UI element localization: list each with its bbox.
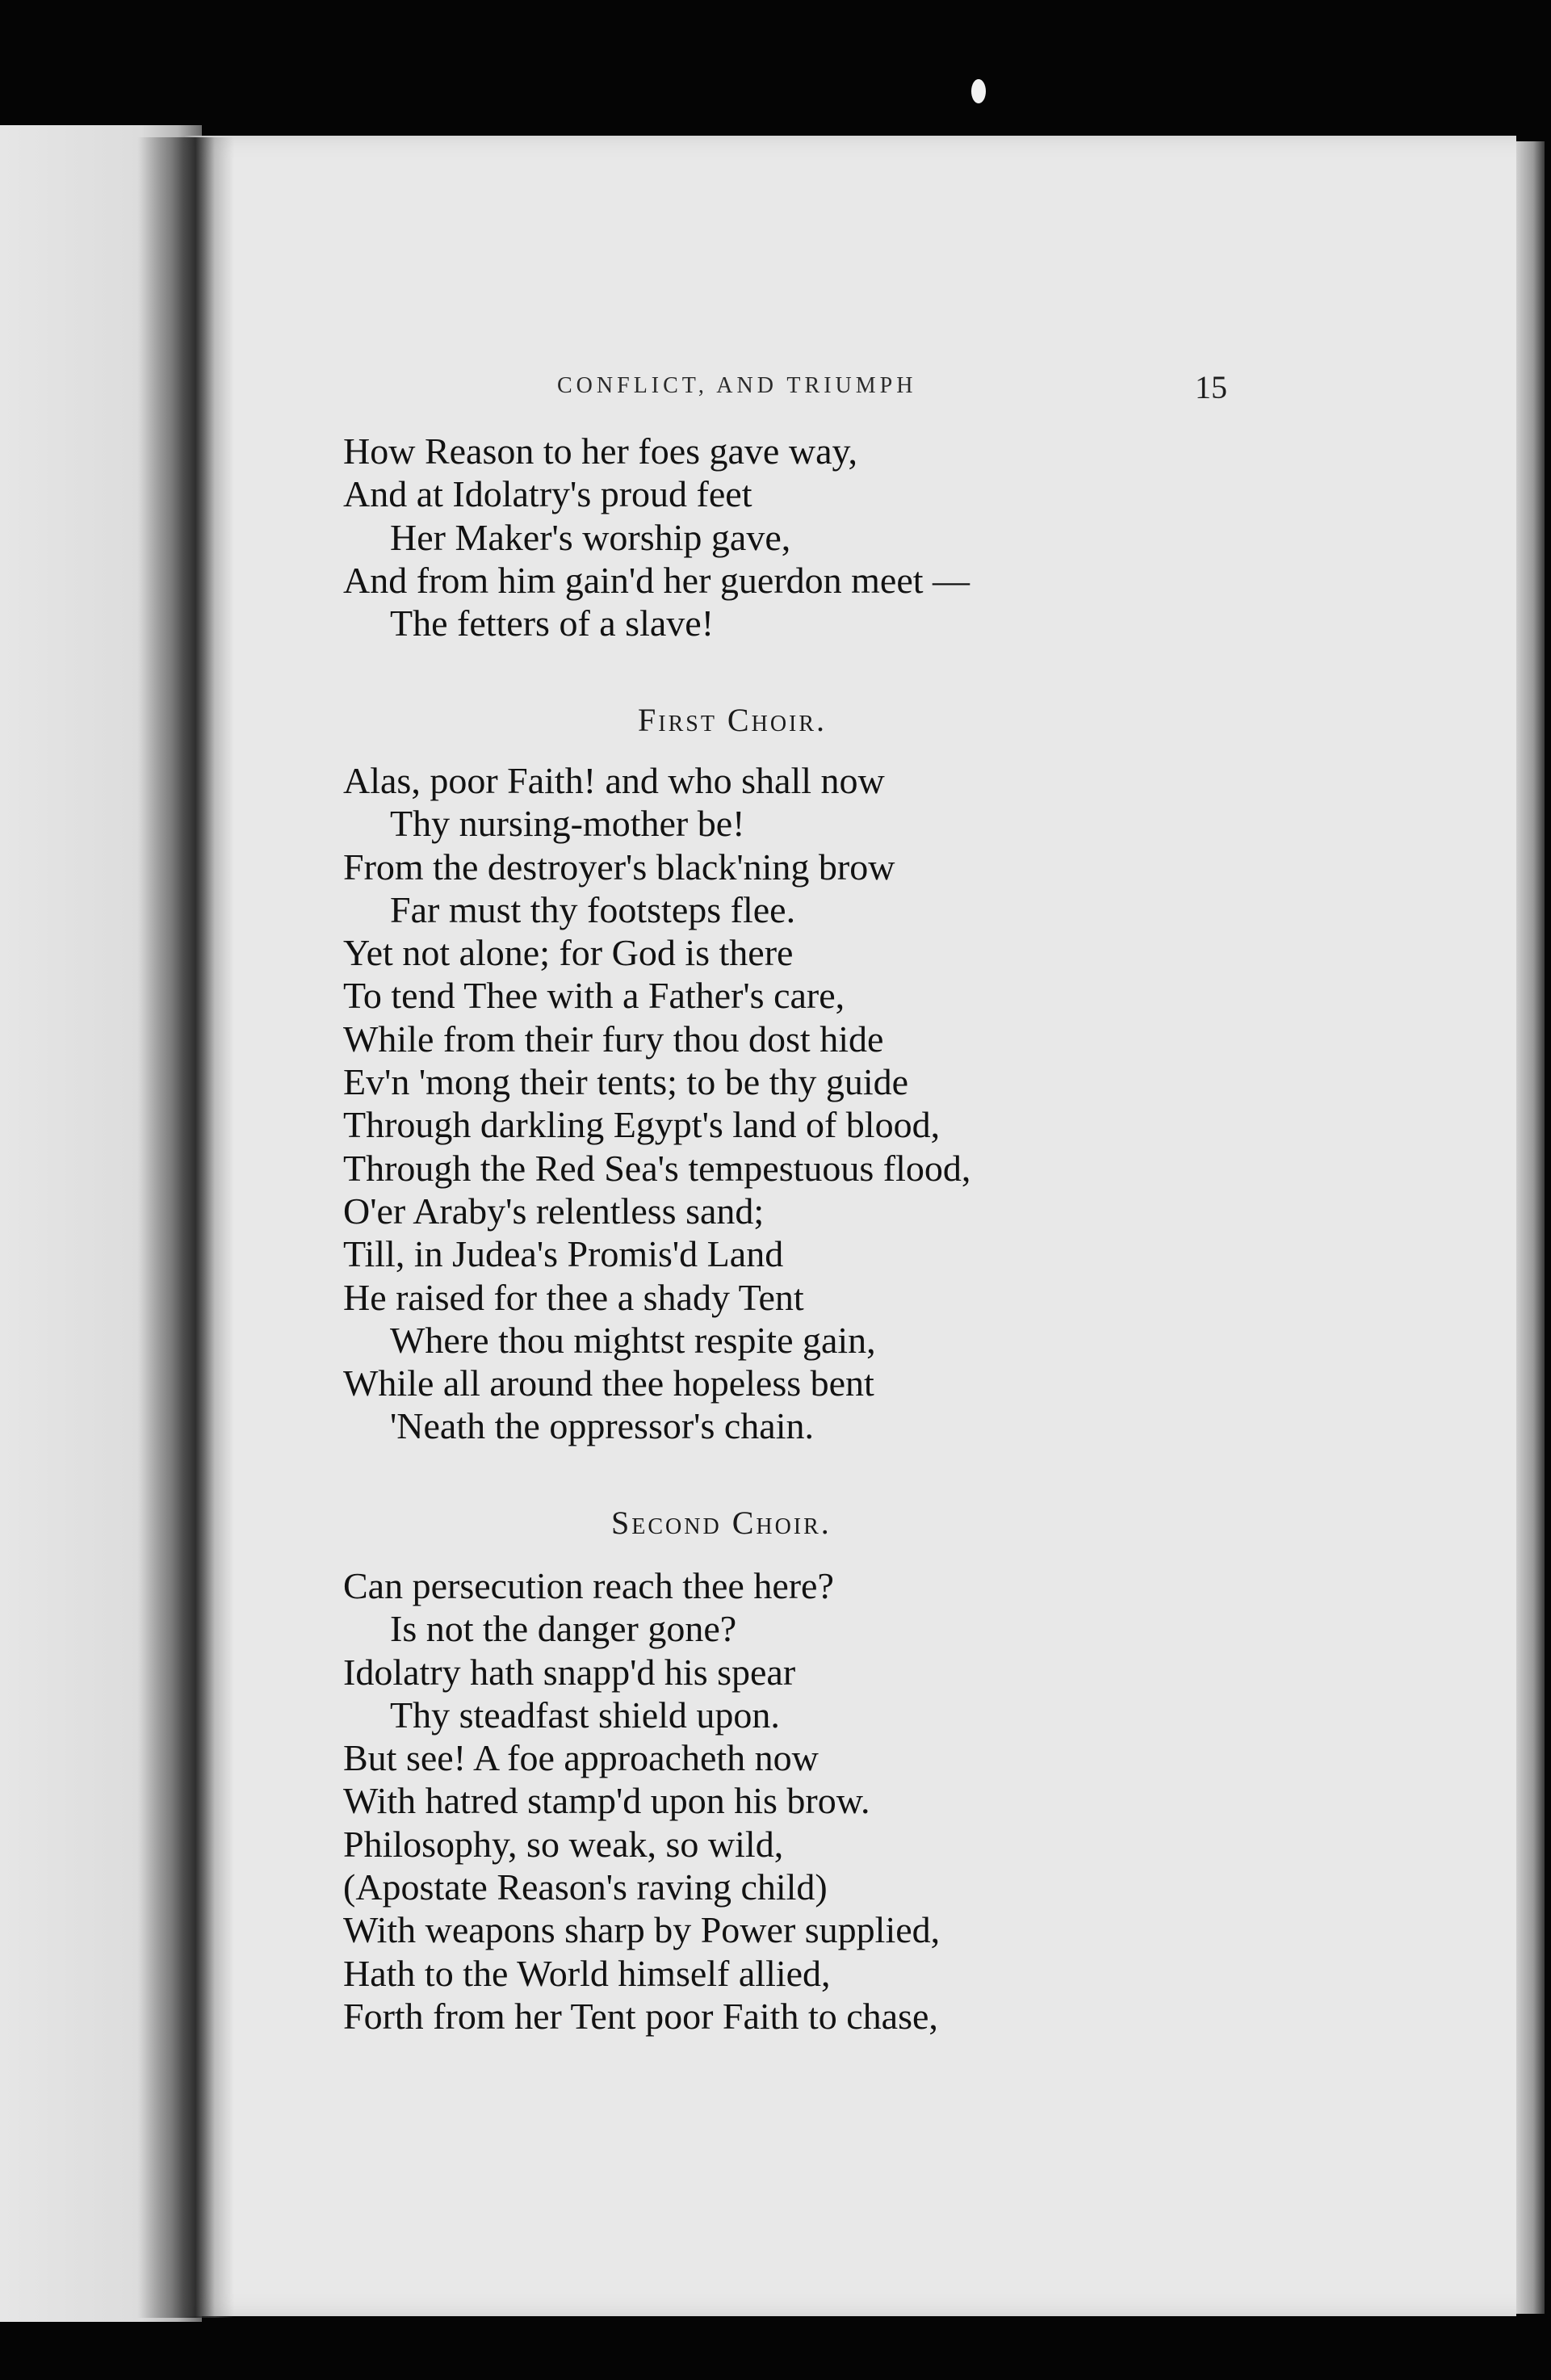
poem-line: Thy steadfast shield upon. [390, 1694, 780, 1736]
poem-line: Her Maker's worship gave, [390, 516, 791, 558]
poem-line: While from their fury thou dost hide [343, 1018, 884, 1060]
poem-line: With weapons sharp by Power supplied, [343, 1909, 941, 1951]
poem-line: Yet not alone; for God is there [343, 932, 794, 974]
page-right-edge [1516, 141, 1545, 2314]
first-choir-heading: First Choir. [638, 702, 828, 738]
poem-line: Far must thy footsteps flee. [390, 888, 796, 930]
poem-line: While all around thee hopeless bent [343, 1362, 874, 1404]
film-speck [971, 79, 986, 103]
stanza-first-choir [343, 759, 970, 1448]
poem-line: Till, in Judea's Promis'd Land [343, 1233, 784, 1275]
poem-line: How Reason to her foes gave way, [343, 430, 857, 472]
poem-line: The fetters of a slave! [390, 602, 715, 644]
poem-line: (Apostate Reason's raving child) [343, 1866, 828, 1908]
poem-line: But see! A foe approacheth now [343, 1737, 819, 1779]
poem-line: Where thou mightst respite gain, [390, 1319, 876, 1361]
poem-line: Can persecution reach thee here? [343, 1565, 834, 1606]
poem-line: And at Idolatry's proud feet [343, 473, 752, 515]
poem-line: Ev'n 'mong their tents; to be thy guide [343, 1061, 909, 1103]
poem-line: From the destroyer's black'ning brow [343, 846, 895, 888]
poem-line: Philosophy, so weak, so wild, [343, 1823, 784, 1865]
stanza-opening [343, 430, 970, 644]
poem-line: Hath to the World himself allied, [343, 1952, 831, 1994]
poem-line: With hatred stamp'd upon his brow. [343, 1780, 870, 1822]
page-number: 15 [1195, 369, 1227, 405]
poem-line: He raised for thee a shady Tent [343, 1276, 804, 1318]
poem-line: And from him gain'd her guerdon meet — [343, 559, 970, 601]
book-gutter [137, 137, 234, 2318]
poem-line: Is not the danger gone? [390, 1608, 737, 1650]
poem-line: O'er Araby's relentless sand; [343, 1190, 765, 1232]
stanza-second-choir [343, 1564, 940, 2038]
poem-line: Idolatry hath snapp'd his spear [343, 1651, 796, 1693]
poem-line: 'Neath the oppressor's chain. [390, 1405, 814, 1447]
poem-line: To tend Thee with a Father's care, [343, 975, 845, 1017]
second-choir-heading: Second Choir. [611, 1505, 832, 1541]
poem-line: Alas, poor Faith! and who shall now [343, 760, 885, 801]
running-head: CONFLICT, AND TRIUMPH [557, 373, 917, 398]
poem-line: Through the Red Sea's tempestuous flood, [343, 1147, 971, 1189]
poem-line: Through darkling Egypt's land of blood, [343, 1104, 941, 1146]
poem-line: Forth from her Tent poor Faith to chase, [343, 1995, 938, 2037]
poem-line: Thy nursing-mother be! [390, 803, 745, 845]
